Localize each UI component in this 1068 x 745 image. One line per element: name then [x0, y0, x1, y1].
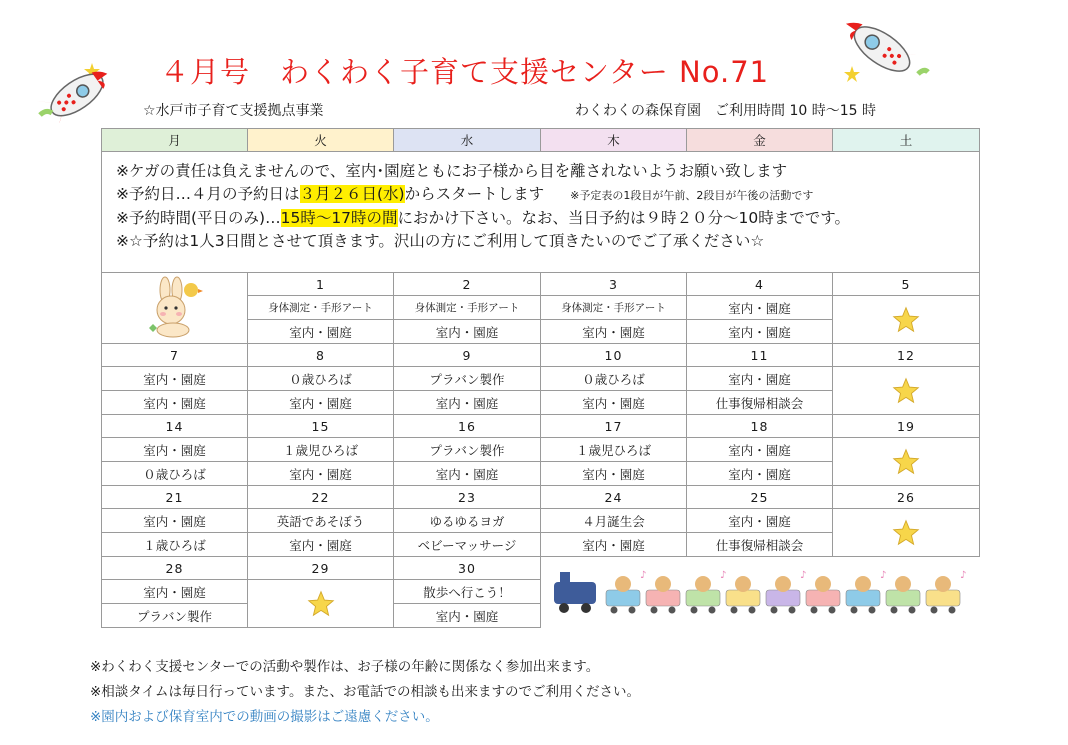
calendar-table	[101, 128, 980, 628]
activity-pm: 室内・園庭	[541, 391, 687, 415]
activity-am: 英語であそぼう	[248, 509, 394, 533]
day-number: 19	[833, 415, 980, 438]
day-number: 10	[541, 344, 687, 367]
activity-am: １歳児ひろば	[248, 438, 394, 462]
weekday-header	[102, 129, 980, 152]
day-number: 25	[687, 486, 833, 509]
star-icon	[892, 306, 920, 334]
notice-text: におかけ下さい。なお、当日予約は９時２０分～10時までです。	[397, 209, 851, 227]
day-number: 12	[833, 344, 980, 367]
activity-am: 室内・園庭	[102, 438, 248, 462]
activity-pm: 室内・園庭	[541, 320, 687, 344]
weekday-tue: 火	[248, 129, 394, 152]
star-icon	[307, 590, 335, 618]
rocket-icon-left	[32, 55, 120, 123]
activity-pm: ベビーマッサージ	[394, 533, 541, 557]
activity-am: ４月誕生会	[541, 509, 687, 533]
notice-text: ※予約時間(平日のみ)…	[116, 209, 281, 227]
star-icon	[892, 448, 920, 476]
program-name: ☆水戸市子育て支援拠点事業	[143, 103, 324, 119]
day-number: 29	[248, 557, 394, 580]
activity-pm: 室内・園庭	[541, 462, 687, 486]
holiday-cell	[833, 509, 980, 557]
activity-pm: 仕事復帰相談会	[687, 391, 833, 415]
notice-box	[102, 152, 980, 273]
activity-pm: 室内・園庭	[102, 391, 248, 415]
activity-am: ゆるゆるヨガ	[394, 509, 541, 533]
holiday-cell	[833, 367, 980, 415]
day-number: 22	[248, 486, 394, 509]
activity-pm: １歳ひろば	[102, 533, 248, 557]
day-number: 28	[102, 557, 248, 580]
holiday-cell	[833, 438, 980, 486]
notice-text: ※予約日…４月の予約日は	[116, 185, 300, 203]
day-number: 2	[394, 273, 541, 296]
weekday-thu: 木	[541, 129, 687, 152]
activity-pm: 室内・園庭	[248, 320, 394, 344]
day-number: 30	[394, 557, 541, 580]
notice-line-1: ※ケガの責任は負えませんので、室内･園庭ともにお子様から目を離されないようお願い致します	[116, 162, 788, 180]
activity-pm: 室内・園庭	[394, 462, 541, 486]
activity-am: 室内・園庭	[687, 438, 833, 462]
day-number: 14	[102, 415, 248, 438]
activity-am: プラバン製作	[394, 438, 541, 462]
day-number: 5	[833, 273, 980, 296]
activity-am: １歳児ひろば	[541, 438, 687, 462]
day-number: 3	[541, 273, 687, 296]
holiday-cell	[248, 580, 394, 628]
activity-pm: 室内・園庭	[394, 320, 541, 344]
bunny-illustration	[143, 276, 207, 338]
hours-info: わくわくの森保育園 ご利用時間 10 時～15 時	[575, 103, 876, 119]
calendar-weeks	[102, 273, 980, 628]
day-number: 17	[541, 415, 687, 438]
activity-am: 室内・園庭	[102, 580, 248, 604]
svg-text:♪: ♪	[800, 569, 808, 581]
footer-note-1: ※わくわく支援センターでの活動や製作は、お子様の年齢に関係なく参加出来ます。	[90, 659, 600, 675]
activity-pm: 室内・園庭	[248, 533, 394, 557]
page-title: ４月号 わくわく子育て支援センター No.71	[160, 55, 770, 89]
activity-pm: 室内・園庭	[687, 320, 833, 344]
day-number: 24	[541, 486, 687, 509]
activity-am: 室内・園庭	[687, 296, 833, 320]
holiday-cell	[833, 296, 980, 344]
day-number: 18	[687, 415, 833, 438]
activity-pm: 室内・園庭	[541, 533, 687, 557]
svg-text:♪: ♪	[720, 569, 728, 581]
day-number: 11	[687, 344, 833, 367]
day-number: 15	[248, 415, 394, 438]
notice-line-2	[116, 183, 979, 207]
notice-line-3	[116, 207, 979, 230]
train-cell	[541, 557, 980, 628]
activity-pm: 仕事復帰相談会	[687, 533, 833, 557]
activity-am: ０歳ひろば	[541, 367, 687, 391]
day-number: 8	[248, 344, 394, 367]
svg-text:♪: ♪	[640, 569, 648, 581]
day-number: 23	[394, 486, 541, 509]
activity-am: 室内・園庭	[102, 367, 248, 391]
weekday-fri: 金	[687, 129, 833, 152]
rocket-icon-right	[832, 14, 932, 84]
weekday-wed: 水	[394, 129, 541, 152]
svg-text:♪: ♪	[880, 569, 888, 581]
day-number: 7	[102, 344, 248, 367]
activity-pm: 室内・園庭	[687, 462, 833, 486]
activity-am: 身体測定・手形アート	[248, 296, 394, 320]
schedule-note: ※予定表の1段目が午前、2段目が午後の活動です	[570, 189, 814, 202]
activity-am: 身体測定・手形アート	[394, 296, 541, 320]
activity-am: 身体測定・手形アート	[541, 296, 687, 320]
activity-pm: プラバン製作	[102, 604, 248, 628]
notice-line-4: ※☆予約は1人3日間とさせて頂きます。沢山の方にご利用して頂きたいのでご了承ください☆	[116, 232, 765, 250]
bunny-cell	[102, 273, 248, 344]
animal-train-illustration	[550, 566, 970, 616]
star-icon	[892, 519, 920, 547]
activity-am: 室内・園庭	[687, 509, 833, 533]
star-icon	[892, 377, 920, 405]
activity-pm: 室内・園庭	[248, 391, 394, 415]
day-number: 4	[687, 273, 833, 296]
weekday-mon: 月	[102, 129, 248, 152]
day-number: 9	[394, 344, 541, 367]
activity-pm: 室内・園庭	[394, 604, 541, 628]
activity-am: 室内・園庭	[102, 509, 248, 533]
reservation-start-date: ３月２６日(水)	[299, 185, 405, 203]
activity-am: ０歳ひろば	[248, 367, 394, 391]
weekday-sat: 土	[833, 129, 980, 152]
activity-pm: 室内・園庭	[394, 391, 541, 415]
day-number: 21	[102, 486, 248, 509]
footer-note-2: ※相談タイムは毎日行っています。また、お電話での相談も出来ますのでご利用ください。	[90, 684, 640, 700]
activity-am: 散歩へ行こう！	[394, 580, 541, 604]
activity-am: 室内・園庭	[687, 367, 833, 391]
activity-am: プラバン製作	[394, 367, 541, 391]
footer-note-3: ※園内および保育室内での動画の撮影はご遠慮ください。	[90, 709, 439, 725]
day-number: 26	[833, 486, 980, 509]
day-number: 1	[248, 273, 394, 296]
activity-pm: 室内・園庭	[248, 462, 394, 486]
reservation-call-time: 15時～17時の間	[280, 209, 398, 227]
activity-pm: ０歳ひろば	[102, 462, 248, 486]
day-number: 16	[394, 415, 541, 438]
svg-text:♪: ♪	[960, 569, 968, 581]
notice-text: からスタートします	[404, 185, 545, 203]
